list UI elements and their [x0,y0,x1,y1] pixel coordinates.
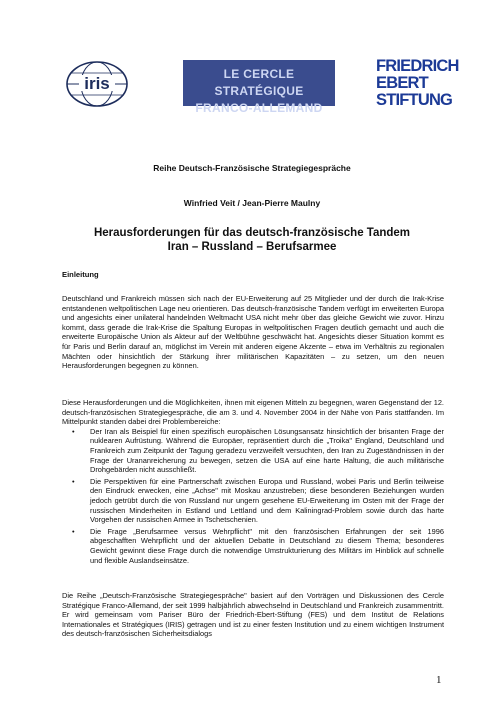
authors: Winfried Veit / Jean-Pierre Maulny [183,198,321,208]
fes-logo-line2: EBERT [376,74,428,92]
series-title: Reihe Deutsch-Französische Strategiegespräche [153,163,351,173]
globe-icon [62,60,132,108]
paragraph-2 [62,398,444,567]
paragraph-2-intro: Diese Herausforderungen und die Möglichkeiten, ihnen mit eigenen Mitteln zu begegnen, waren Gegenstand der 12. deutsch-französischen Strategiegespräche, die am 3. und 4. November 2004 in der Nähe von Paris stattfanden. Im Mittelpunkt standen dabei drei Problembereiche: [62,398,444,427]
cercle-strategique-logo [183,60,335,115]
cercle-logo-line1: LE CERCLE STRATÉGIQUE [214,67,304,98]
section-heading: Einleitung [62,270,99,279]
list-item: • Die Frage „Berufsarmee versus Wehrpflicht" mit den französischen Erfahrungen der seit 1996 abgeschafften Wehrpflicht und der aktuellen Debatte in Deutschland zu diesem Thema; besonderes Gewicht gewinnt diese Frage durch die notwendige Umstrukturierung des Militärs im Hinblick auf schnelle und flexible Auslandseinsätze. [62,527,444,565]
page-number: 1 [436,674,442,686]
list-item: • Die Perspektiven für eine Partnerschaft zwischen Europa und Russland, wobei Paris und Berlin teilweise den Eindruck erwecken, eine „Achse" mit Moskau anzustreben; diese besonderen Beziehungen wurden jedoch getrübt durch die von Russland nur ungern gesehene EU-Erweiterung im Osten mit der Frage der russischen Minderheiten in Estland und Lettland und dem Kaliningrad-Problem sowie durch das harte Vorgehen der russischen Armee in Tschetschenien. [62,477,444,525]
svg-text:iris: iris [84,74,110,93]
problem-list [62,427,444,565]
cercle-logo-line2: FRANCO-ALLEMAND [195,101,323,115]
friedrich-ebert-stiftung-logo [376,58,472,109]
document-title [0,226,504,254]
paragraph-1: Deutschland und Frankreich müssen sich nach der EU-Erweiterung auf 25 Mitglieder und der durch die Irak-Krise entstandenen weltpolitischen Lage neu orientieren. Das deutsch-französische Tandem verfügt im erweiterten Europa und angesichts einer unilateral handelnden Weltmacht USA nicht mehr über das gleiche Gewicht wie zuvor. Hinzu kommt, dass gerade die Irak-Krise die Spaltung Europas in weltpolitischen Fragen deutlich gemacht und auch die erweiterte Europäische Union als Akteur auf der Weltbühne geschwächt hat. Angesichts dieser Situation kommt es für Paris und Berlin darauf an, möglichst im Verein mit anderen eigene Akzente – etwa im Verhältnis zu regionalen Mächten oder hinsichtlich der Stärkung ihrer militärischen Kapazitäten – zu setzen, um den neuen Herausforderungen begegnen zu können. [62,294,444,371]
paragraph-3: Die Reihe „Deutsch-Französische Strategiegespräche" basiert auf den Vorträgen und Diskussionen des Cercle Stratégique Franco-Allemand, der seit 1999 halbjährlich abwechselnd in Deutschland und Frankreich zusammentritt. Er wird gemeinsam vom Pariser Büro der Friedrich-Ebert-Stiftung (FES) und dem Institut de Relations Internationales et Stratégiques (IRIS) getragen und ist zu einer festen Institution und zu einem wichtigen Instrument des deutsch-französischen Sicherheitsdialogs [62,591,444,639]
title-line-1: Herausforderungen für das deutsch-französische Tandem [93,227,411,239]
list-item: • Der Iran als Beispiel für einen spezifisch europäischen Lösungsansatz hinsichtlich der brisanten Frage der nuklearen Aufrüstung. Während die Europäer, repräsentiert durch die „Troika" England, Deutschland und Frankreich zum Zeitpunkt der Tagung geradezu verzweifelt versuchten, den Iran zu Zugeständnissen in der Frage der Urananreicherung zu bewegen, setzen die USA auf eine harte Haltung, die auch militärische Drohgebärden nicht ausschließt. [62,427,444,475]
iris-logo [62,60,132,108]
title-line-2: Iran – Russland – Berufsarmee [167,241,337,253]
fes-logo-line3: STIFTUNG [376,91,453,109]
fes-logo-line1: FRIEDRICH [376,57,459,75]
logo-bar [0,58,504,118]
